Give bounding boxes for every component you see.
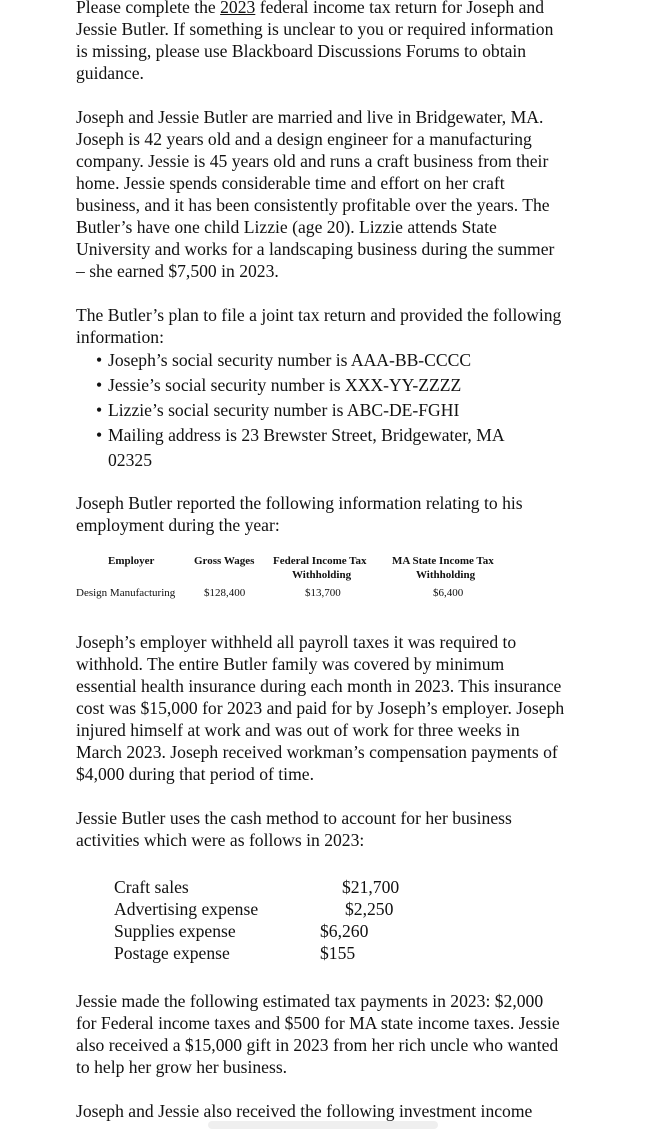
business-item-amount: $6,260 bbox=[320, 921, 369, 941]
list-item: • Mailing address is 23 Brewster Street, Bridgewater, MA 02325 bbox=[96, 423, 548, 473]
business-item-amount: $2,250 bbox=[345, 899, 394, 919]
header-federal-withholding: Federal Income Tax bbox=[273, 555, 367, 567]
document-body bbox=[76, 0, 566, 1122]
taxpayer-info-list bbox=[76, 348, 566, 473]
header-federal-withholding-line2: Withholding bbox=[292, 569, 352, 581]
business-item-label: Supplies expense bbox=[114, 921, 236, 941]
intro-paragraph bbox=[76, 0, 566, 84]
investment-income-intro: Joseph and Jessie also received the following investment income bbox=[76, 1101, 533, 1121]
business-item-amount: $21,700 bbox=[342, 877, 400, 897]
cell-federal-withholding: $13,700 bbox=[305, 587, 341, 599]
header-ma-withholding: MA State Income Tax bbox=[392, 555, 494, 567]
header-employer: Employer bbox=[108, 555, 155, 567]
list-item: • Jessie’s social security number is XXX-YY-ZZZZ bbox=[96, 373, 566, 398]
family-paragraph: Joseph and Jessie Butler are married and live in Bridgewater, MA. Joseph is 42 years old and a design engineer for a manufacturing company. Jessie is 45 years old and runs a craft business from their home. Jessie spends considerable time and effort on her craft business, and it has been consistently profitable over the years. The Butler’s have one child Lizzie (age 20). Lizzie attends State University and works for a landscaping business during the summer – she earned $7,500 in 2023. bbox=[76, 107, 555, 281]
business-item-amount: $155 bbox=[320, 943, 356, 963]
employment-table bbox=[76, 551, 566, 613]
intro-year: 2023 bbox=[220, 0, 256, 17]
business-intro: Jessie Butler uses the cash method to account for her business activities which were as follows in 2023: bbox=[76, 808, 512, 850]
employment-intro: Joseph Butler reported the following information relating to his employment during the year: bbox=[76, 493, 523, 535]
intro-text-post: federal income tax return for Joseph and Jessie Butler. If something is unclear to you or required information is missing, please use Blackboard Discussions Forums to obtain guidance. bbox=[76, 0, 554, 83]
business-item-label: Postage expense bbox=[114, 943, 230, 963]
business-item-label: Advertising expense bbox=[114, 899, 259, 919]
business-activity-list bbox=[76, 863, 566, 963]
header-gross-wages: Gross Wages bbox=[194, 555, 255, 567]
list-item: • Lizzie’s social security number is ABC-DE-FGHI bbox=[96, 398, 566, 423]
cell-employer: Design Manufacturing bbox=[76, 587, 176, 599]
payroll-paragraph: Joseph’s employer withheld all payroll taxes it was required to withhold. The entire Butler family was covered by minimum essential health insurance during each month in 2023. This insurance cost was $15,000 for 2023 and paid for by Joseph’s employer. Joseph injured himself at work and was out of work for three weeks in March 2023. Joseph received workman’s compensation payments of $4,000 during that period of time. bbox=[76, 632, 565, 784]
header-ma-withholding-line2: Withholding bbox=[416, 569, 476, 581]
scroll-indicator bbox=[208, 1121, 438, 1129]
cell-ma-withholding: $6,400 bbox=[433, 587, 464, 599]
business-item-label: Craft sales bbox=[114, 877, 189, 897]
estimated-payments-paragraph: Jessie made the following estimated tax payments in 2023: $2,000 for Federal income taxes and $500 for MA state income taxes. Jessie also received a $15,000 gift in 2023 from her rich uncle who wanted to help her grow her business. bbox=[76, 991, 560, 1077]
list-item: • Joseph’s social security number is AAA-BB-CCCC bbox=[96, 348, 566, 373]
cell-gross-wages: $128,400 bbox=[204, 587, 246, 599]
intro-text-pre: Please complete the bbox=[76, 0, 221, 17]
joint-return-intro: The Butler’s plan to file a joint tax return and provided the following information: bbox=[76, 305, 562, 347]
